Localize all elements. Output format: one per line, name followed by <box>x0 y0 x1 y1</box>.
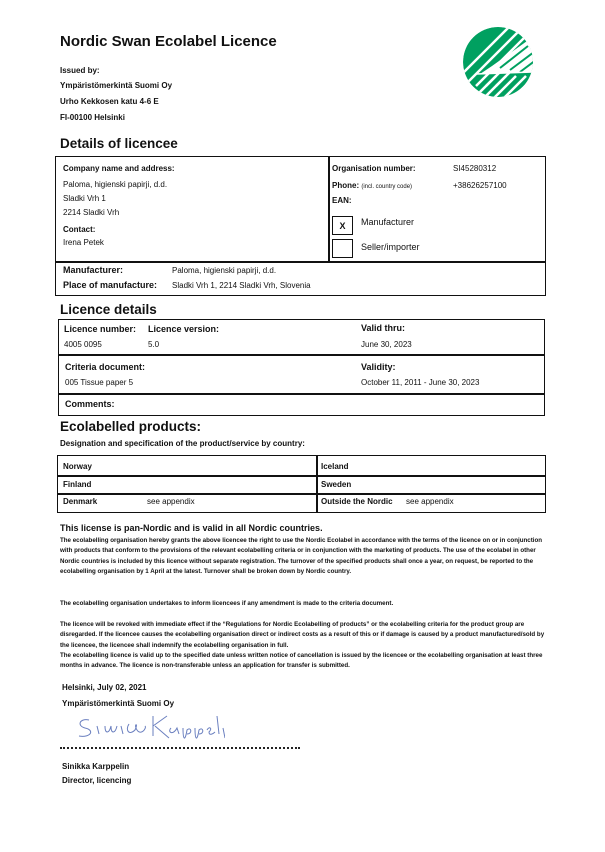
signature-line <box>60 747 300 749</box>
criteria-label: Criteria document: <box>65 362 146 372</box>
phone-number: +38626257100 <box>453 181 507 190</box>
criteria-document: 005 Tissue paper 5 <box>65 378 134 387</box>
terms-paragraph-1: The ecolabelling organisation hereby grants the above licencee the right to use the Nordic Ecolabel in accordance with the terms of the licence on or in conjunction with products that conform to the provisions of the relevant ecolabelling criteria or in conjunction with the marketing of products. The use of the ecolabel in other Nordic countries is included by this licence without separate registration. The turnover of the specified products shall once a year, on request, be reported to the ecolabelling organisation by 1 April at the latest. Turnover shall be broken down by Nordic country. <box>60 537 543 576</box>
country-iceland: Iceland <box>321 462 349 471</box>
denmark-products: see appendix <box>147 497 195 506</box>
place-label: Place of manufacture: <box>63 280 158 290</box>
manufacturer-option: Manufacturer <box>361 217 415 227</box>
phone-note: (incl. country code) <box>361 184 413 190</box>
divider <box>58 393 545 395</box>
licence-number: 4005 0095 <box>64 340 102 349</box>
divider <box>55 261 546 263</box>
company-city: 2214 Sladki Vrh <box>63 208 120 217</box>
sign-org: Ympäristömerkintä Suomi Oy <box>62 699 175 708</box>
nordic-swan-logo <box>462 26 534 98</box>
validity-label: Validity: <box>361 362 396 372</box>
licence-version: 5.0 <box>148 340 160 349</box>
manufacturer-label: Manufacturer: <box>63 265 124 275</box>
org-number: SI45280312 <box>453 164 497 173</box>
valid-thru-label: Valid thru: <box>361 323 406 333</box>
divider <box>57 493 546 495</box>
products-heading: Ecolabelled products: <box>60 419 202 434</box>
sign-place-date: Helsinki, July 02, 2021 <box>62 683 147 692</box>
seller-checkbox[interactable] <box>332 239 353 258</box>
divider <box>328 156 330 262</box>
country-finland: Finland <box>63 480 92 489</box>
products-table <box>57 455 546 513</box>
terms-paragraph-2: The ecolabelling organisation undertakes to inform licencees if any amendment is made to the criteria document. <box>60 600 394 607</box>
divider <box>58 354 545 356</box>
seller-option: Seller/importer <box>361 242 420 252</box>
company-street: Sladki Vrh 1 <box>63 194 106 203</box>
ean-label: EAN: <box>332 196 352 205</box>
issuer-address: Urho Kekkosen katu 4-6 E <box>60 97 159 106</box>
phone-label <box>332 181 412 190</box>
contact-name: Irena Petek <box>63 238 104 247</box>
issuer: Ympäristömerkintä Suomi Oy <box>60 81 173 90</box>
manufacturer-value: Paloma, higienski papirji, d.d. <box>172 266 277 275</box>
handwritten-signature <box>75 712 225 744</box>
company-label: Company name and address: <box>63 164 175 173</box>
divider <box>57 475 546 477</box>
terms-paragraph-3: The licence will be revoked with immediate effect if the “Regulations for Nordic Ecolabelling of products” or the ecolabelling criteria for the product group are disregarded. If the licencee causes the ecolabelling organisation direct or indirect costs as a result of this or if damage is caused by a product manufactured/sold by the licencee, the licencee shall indemnify the ecolabelling organisation in full. <box>60 621 545 649</box>
company-name: Paloma, higienski papirji, d.d. <box>63 180 168 189</box>
country-sweden: Sweden <box>321 480 352 489</box>
page-title: Nordic Swan Ecolabel Licence <box>60 33 277 50</box>
phone-label-text: Phone: <box>332 181 360 190</box>
outside-nordic-products: see appendix <box>406 497 454 506</box>
licence-number-label: Licence number: <box>64 324 137 334</box>
country-outside-nordic: Outside the Nordic <box>321 497 393 506</box>
licencee-heading: Details of licencee <box>60 136 178 151</box>
validity: October 11, 2011 - June 30, 2023 <box>361 378 480 387</box>
country-denmark: Denmark <box>63 497 98 506</box>
signatory-name: Sinikka Karppelin <box>62 762 130 771</box>
valid-thru: June 30, 2023 <box>361 340 412 349</box>
licence-heading: Licence details <box>60 302 157 317</box>
manufacturer-checkbox[interactable]: X <box>332 216 353 235</box>
terms-paragraph-4: The ecolabelling licence is valid up to the specified date unless written notice of cancellation is issued by the licencee or the ecolabelling organisation at least three months in advance. The licence is non-transferable unless an application for transfer is submitted. <box>60 652 543 670</box>
issuer-city: FI-00100 Helsinki <box>60 113 125 122</box>
licencee-box <box>55 156 546 296</box>
issued-by-label: Issued by: <box>60 66 100 75</box>
contact-label: Contact: <box>63 225 96 234</box>
divider <box>316 455 318 513</box>
place-value: Sladki Vrh 1, 2214 Sladki Vrh, Slovenia <box>172 281 311 290</box>
products-subtitle: Designation and specification of the product/service by country: <box>60 439 305 448</box>
comments-label: Comments: <box>65 399 115 409</box>
terms-heading: This license is pan-Nordic and is valid in all Nordic countries. <box>60 523 323 533</box>
signatory-title: Director, licencing <box>62 776 132 785</box>
org-label: Organisation number: <box>332 164 416 173</box>
licence-version-label: Licence version: <box>148 324 220 334</box>
country-norway: Norway <box>63 462 92 471</box>
